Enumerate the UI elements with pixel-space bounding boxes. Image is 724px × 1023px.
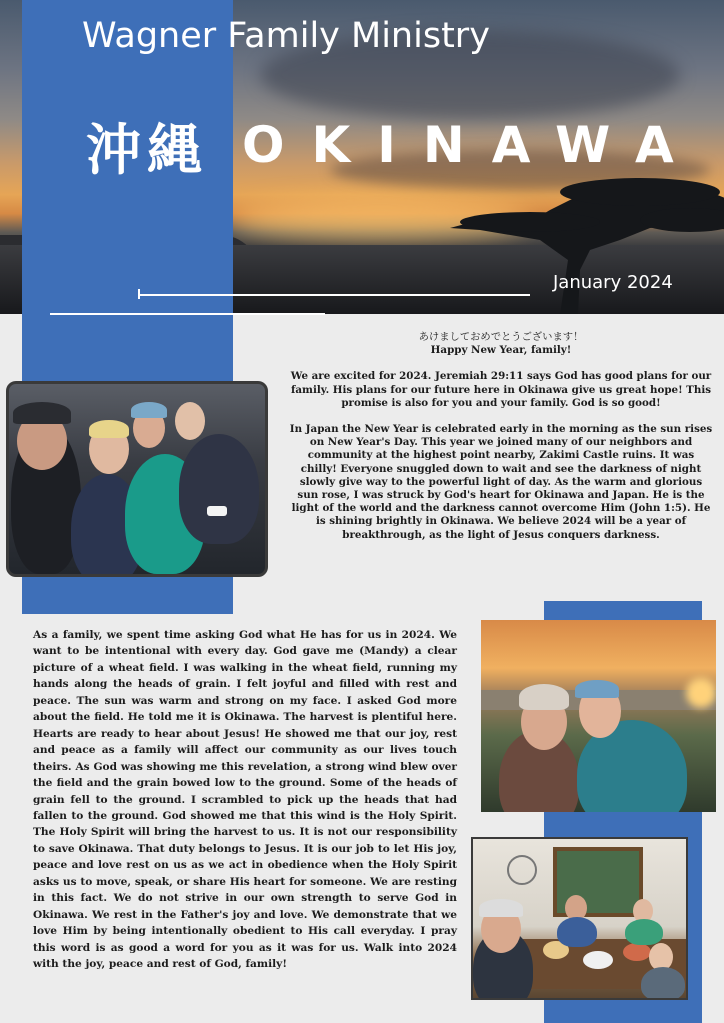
phone-light [207, 506, 227, 516]
person-silhouette [179, 434, 259, 544]
food-plate [583, 951, 613, 969]
person-silhouette [557, 917, 597, 947]
cap-shape [575, 680, 619, 698]
divider-line [138, 294, 530, 296]
cap-shape [479, 899, 523, 917]
hat-shape [519, 684, 569, 710]
two-women-sunset-photo [481, 620, 716, 812]
divider-line [50, 313, 325, 315]
sun-icon [686, 678, 716, 708]
food-plate [623, 943, 651, 961]
greeting-japanese: あけましておめでとうございます！ [418, 331, 584, 343]
cap-shape [131, 402, 167, 418]
face-shape [175, 402, 205, 440]
okinawa-heading: OKINAWA [242, 116, 701, 174]
intro-paragraph-2: In Japan the New Year is celebrated early in the morning as the sun rises on New Year's Day. This year we joined many of our neighbors and community at the highest point nearby, Zakimi Castle ruins. It was chilly! Everyone snuggled down to wait and see the darkness of night slowly give way to the powerful light of day. As the warm and glorious sun rose, I was struck by God's heart for Okinawa and Japan. He is the light of the world and the darkness cannot overcome Him (John 1:5). He is shining brightly in Okinawa. We believe 2024 will be a year of breakthrough, as the light of Jesus conquers darkness. [289, 423, 713, 541]
person-silhouette [641, 967, 685, 1000]
hair-shape [89, 420, 129, 438]
greeting-english: Happy New Year, family! [430, 344, 572, 357]
intro-paragraph-1: We are excited for 2024. Jeremiah 29:11 says God has good plans for our family. His plans for our future here in Okinawa give us great hope! This promise is also for you and your family. God is so good! [290, 370, 712, 409]
story-text [33, 627, 457, 973]
story-paragraph: As a family, we spent time asking God what He has for us in 2024. We want to be intentional with every day. God gave me (Mandy) a clear picture of a wheat field. I was walking in the wheat field, running my hands along the heads of grain. I felt joyful and filled with rest and peace. The sun was warm and strong on my face. I asked God more about the field. He told me it is Okinawa. The harvest is plentiful here. Hearts are ready to hear about Jesus! He showed me that our joy, rest and peace as a family will affect our community as our lives touch theirs. As God was showing me this revelation, a strong wind blew over the field and the grain bowed low to the ground. Some of the heads of grain fell to the ground. I scrambled to pick up the heads that had fallen to the ground. God showed me that this wind is the Holy Spirit. The Holy Spirit will bring the harvest to us. It is not our responsibility to save Okinawa. That duty belongs to Jesus. It is our job to let His joy, peace and love rest on us as we act in obedience when the Holy Spirit asks us to move, speak, or share His heart for someone. We are resting in this fact. We do not strive in our own strength to serve God in Okinawa. We rest in the Father's joy and love. We demonstrate that we love Him by being intentionally obedient to His call everyday. I pray this word is as good a word for you as it was for us. Walk into 2024 with the joy, peace and rest of God, family! [33, 629, 457, 971]
newsletter-title: Wagner Family Ministry [82, 16, 490, 56]
wall-decoration-icon [507, 855, 537, 885]
person-silhouette [625, 919, 663, 945]
issue-date: January 2024 [553, 272, 673, 293]
cap-shape [13, 402, 71, 424]
intro-text [288, 331, 714, 555]
family-dinner-photo [471, 837, 688, 1000]
family-crowd-photo [6, 381, 268, 577]
okinawa-kanji: 沖縄 [86, 118, 209, 182]
